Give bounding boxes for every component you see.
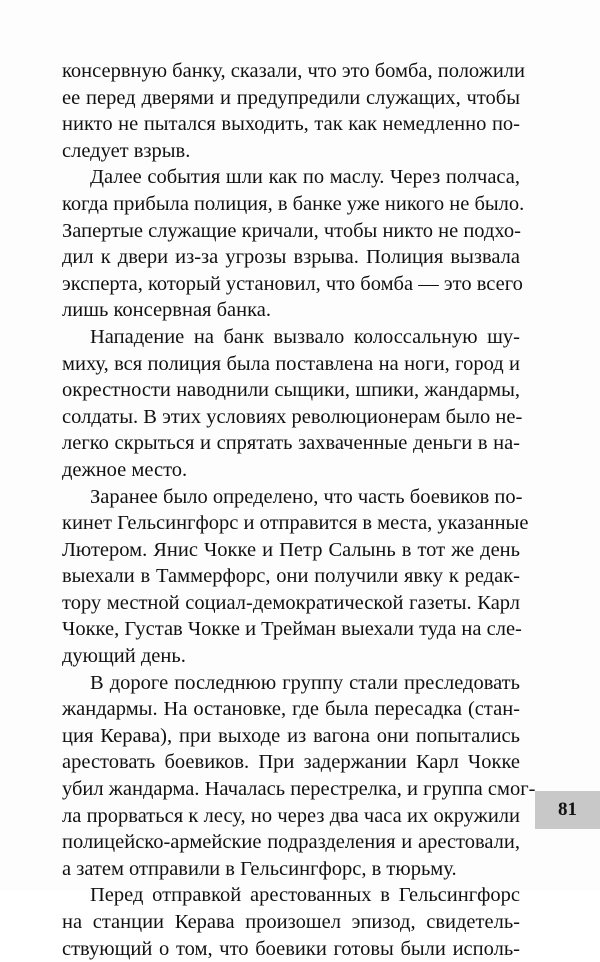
text-line: ствующий о том, что боевики готовы были исполь- bbox=[62, 937, 520, 960]
text-line: Лютером. Янис Чокке и Петр Салынь в тот же день bbox=[62, 538, 520, 561]
text-line: Чокке, Густав Чокке и Трейман выехали туда на сле- bbox=[62, 618, 522, 641]
text-line: выехали в Таммерфорс, они получили явку к редак- bbox=[62, 565, 520, 588]
text-line: лишь консервная банка. bbox=[62, 299, 271, 322]
paragraph bbox=[62, 670, 536, 883]
page-number: 81 bbox=[558, 799, 577, 820]
text-line: арестовать боевиков. При задержании Карл Чокке bbox=[62, 751, 520, 774]
text-line: В дороге последнюю группу стали преследовать bbox=[90, 671, 520, 694]
text-line: убил жандарма. Началась перестрелка, и группа смог- bbox=[62, 778, 536, 801]
text-line: миху, вся полиция была поставлена на ноги, город и bbox=[62, 352, 520, 375]
text-line: Далее события шли как по маслу. Через полчаса, bbox=[90, 166, 520, 189]
text-line: дил к двери из-за угрозы взрыва. Полиция вызвала bbox=[62, 246, 520, 269]
paragraph bbox=[62, 164, 525, 324]
text-line: окрестности наводнили сыщики, шпики, жандармы, bbox=[62, 379, 520, 402]
text-line: ее перед дверями и предупредили служащих, чтобы bbox=[62, 86, 520, 109]
paragraph bbox=[62, 484, 529, 670]
text-line: Заранее было определено, что часть боевиков по- bbox=[90, 485, 523, 508]
paragraph bbox=[62, 324, 523, 484]
text-line: на станции Керава произошел эпизод, свидетель- bbox=[62, 911, 520, 933]
text-line: Нападение на банк вызвало колоссальную шу- bbox=[90, 325, 520, 348]
text-line: ла прорваться к лесу, но через два часа их окружили bbox=[62, 804, 520, 827]
text-line: а затем отправили в Гельсингфорс, в тюрьму. bbox=[62, 857, 457, 880]
text-line: кинет Гельсингфорс и отправится в места, указанные bbox=[62, 512, 529, 535]
text-line: легко скрыться и спрятать захваченные деньги в на- bbox=[62, 432, 520, 455]
text-line: когда прибыла полиция, в банке уже никого не было. bbox=[62, 192, 525, 215]
text-line: Перед отправкой арестованных в Гельсингфорс bbox=[90, 884, 520, 907]
paragraph bbox=[62, 882, 520, 962]
text-line: консервную банку, сказали, что это бомба, положили bbox=[62, 60, 526, 82]
text-line: жандармы. На остановке, где была пересадка (стан- bbox=[62, 698, 520, 721]
page-number-tab bbox=[535, 791, 600, 829]
text-line: полицейско-армейские подразделения и арестовали, bbox=[62, 831, 520, 854]
text-line: эксперта, который установил, что бомба — это всего bbox=[62, 272, 523, 295]
text-line: никто не пытался выходить, так как немедленно по- bbox=[62, 113, 520, 136]
text-line: дежное место. bbox=[62, 458, 188, 481]
body-text bbox=[62, 58, 536, 962]
text-line: ция Керава), при выходе из вагона они попытались bbox=[62, 724, 520, 747]
text-line: дующий день. bbox=[62, 645, 186, 668]
text-line: солдаты. В этих условиях революционерам было не- bbox=[62, 405, 523, 428]
text-line: тору местной социал-демократической газеты. Карл bbox=[62, 591, 520, 614]
text-line: Запертые служащие кричали, чтобы никто не подхо- bbox=[62, 219, 521, 242]
text-line: следует взрыв. bbox=[62, 139, 191, 162]
paragraph bbox=[62, 58, 526, 164]
